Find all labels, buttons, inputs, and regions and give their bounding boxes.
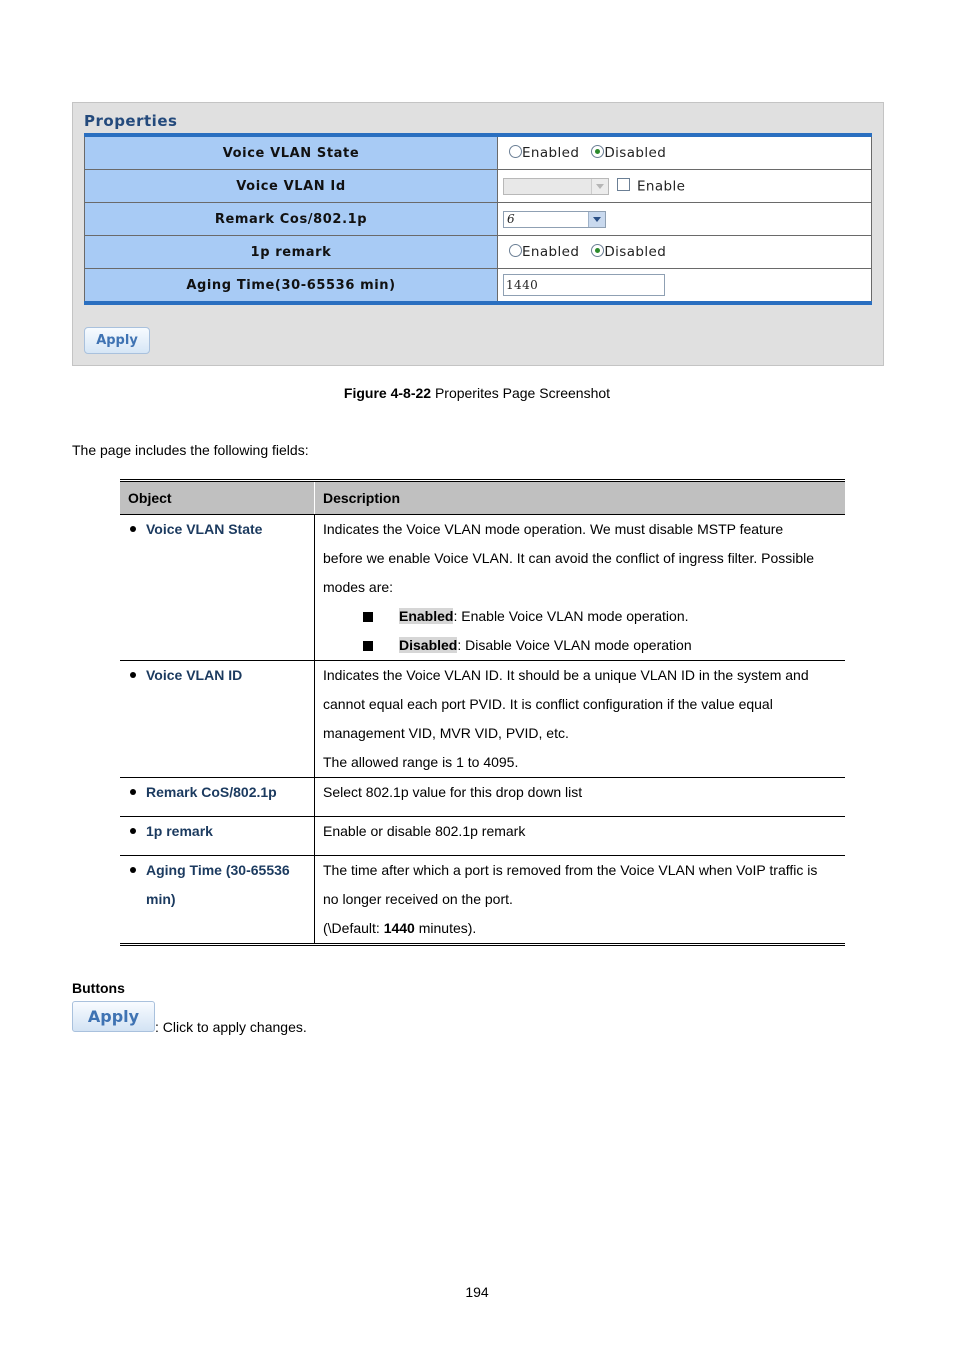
square-bullet-icon <box>363 612 373 622</box>
remark-cos-select[interactable]: 6 <box>503 211 606 228</box>
header-description: Description <box>315 481 846 515</box>
table-row <box>120 817 845 856</box>
properties-title: Properties <box>84 112 178 130</box>
row-1p-remark <box>85 236 872 269</box>
square-bullet-icon <box>363 641 373 651</box>
row-voice-vlan-id <box>85 170 872 203</box>
fields-table <box>120 479 845 946</box>
apply-description: : Click to apply changes. <box>155 1019 307 1035</box>
apply-button-example[interactable]: Apply <box>72 1001 155 1032</box>
voice-vlan-id-enable-checkbox[interactable] <box>617 178 630 191</box>
bullet-icon <box>130 672 136 678</box>
radio-1p-remark-enabled[interactable] <box>509 244 522 257</box>
page-number: 194 <box>465 1284 489 1300</box>
table-row <box>120 778 845 817</box>
chevron-down-icon <box>591 179 608 194</box>
label-aging-time: Aging Time(30-65536 min) <box>85 269 498 304</box>
chevron-down-icon <box>588 212 605 227</box>
default-value-line: (\Default: 1440 minutes). <box>323 920 477 936</box>
row-remark-cos <box>85 203 872 236</box>
radio-label-enabled: Enabled <box>522 244 580 260</box>
table-header <box>120 481 845 515</box>
mode-item: Enabled: Enable Voice VLAN mode operation. <box>323 602 837 631</box>
label-voice-vlan-id: Voice VLAN Id <box>85 170 498 203</box>
row-voice-vlan-state <box>85 135 872 170</box>
mode-item: Disabled: Disable Voice VLAN mode operation <box>323 631 837 660</box>
properties-table <box>84 133 872 305</box>
bullet-icon <box>130 828 136 834</box>
object-cell: Aging Time (30-65536 min) <box>120 856 315 945</box>
voice-vlan-id-select[interactable] <box>503 178 609 195</box>
bullet-icon <box>130 867 136 873</box>
table-row <box>120 856 845 945</box>
intro-text: The page includes the following fields: <box>72 442 309 458</box>
description-cell: Select 802.1p value for this drop down list <box>315 778 846 817</box>
radio-voice-vlan-state-disabled[interactable] <box>591 145 604 158</box>
label-voice-vlan-state: Voice VLAN State <box>85 135 498 170</box>
description-cell: The time after which a port is removed from the Voice VLAN when VoIP traffic is no longer received on the port. (\Default: 1440 minutes). <box>315 856 846 945</box>
radio-1p-remark-disabled[interactable] <box>591 244 604 257</box>
label-1p-remark: 1p remark <box>85 236 498 269</box>
apply-button[interactable]: Apply <box>84 327 150 354</box>
object-cell: 1p remark <box>120 817 315 856</box>
row-aging-time <box>85 269 872 304</box>
table-row <box>120 515 845 661</box>
object-cell: Voice VLAN State <box>120 515 315 661</box>
radio-voice-vlan-state-enabled[interactable] <box>509 145 522 158</box>
radio-label-enabled: Enabled <box>522 145 580 161</box>
properties-screenshot <box>72 102 884 366</box>
description-cell: Indicates the Voice VLAN ID. It should be a unique VLAN ID in the system and cannot equal each port PVID. It is conflict configuration if the value equal management VID, MVR VID, PVID, etc. The allowed range is 1 to 4095. <box>315 661 846 778</box>
bullet-icon <box>130 526 136 532</box>
radio-label-disabled: Disabled <box>604 244 667 260</box>
checkbox-label-enable: Enable <box>637 178 686 194</box>
radio-label-disabled: Disabled <box>604 145 667 161</box>
header-object: Object <box>120 481 315 515</box>
object-cell: Voice VLAN ID <box>120 661 315 778</box>
figure-caption: Figure 4-8-22 Properites Page Screenshot <box>343 385 611 401</box>
buttons-heading: Buttons <box>72 980 125 996</box>
table-row <box>120 661 845 778</box>
description-cell: Indicates the Voice VLAN mode operation. We must disable MSTP feature before we enable Voice VLAN. It can avoid the conflict of ingress filter. Possible modes are: Enabled: Enable Voice VLAN mode operation. Disabled: Disable Voice VLAN mode operation <box>315 515 846 661</box>
object-cell: Remark CoS/802.1p <box>120 778 315 817</box>
bullet-icon <box>130 789 136 795</box>
aging-time-input[interactable]: 1440 <box>503 274 665 296</box>
label-remark-cos: Remark Cos/802.1p <box>85 203 498 236</box>
description-cell: Enable or disable 802.1p remark <box>315 817 846 856</box>
